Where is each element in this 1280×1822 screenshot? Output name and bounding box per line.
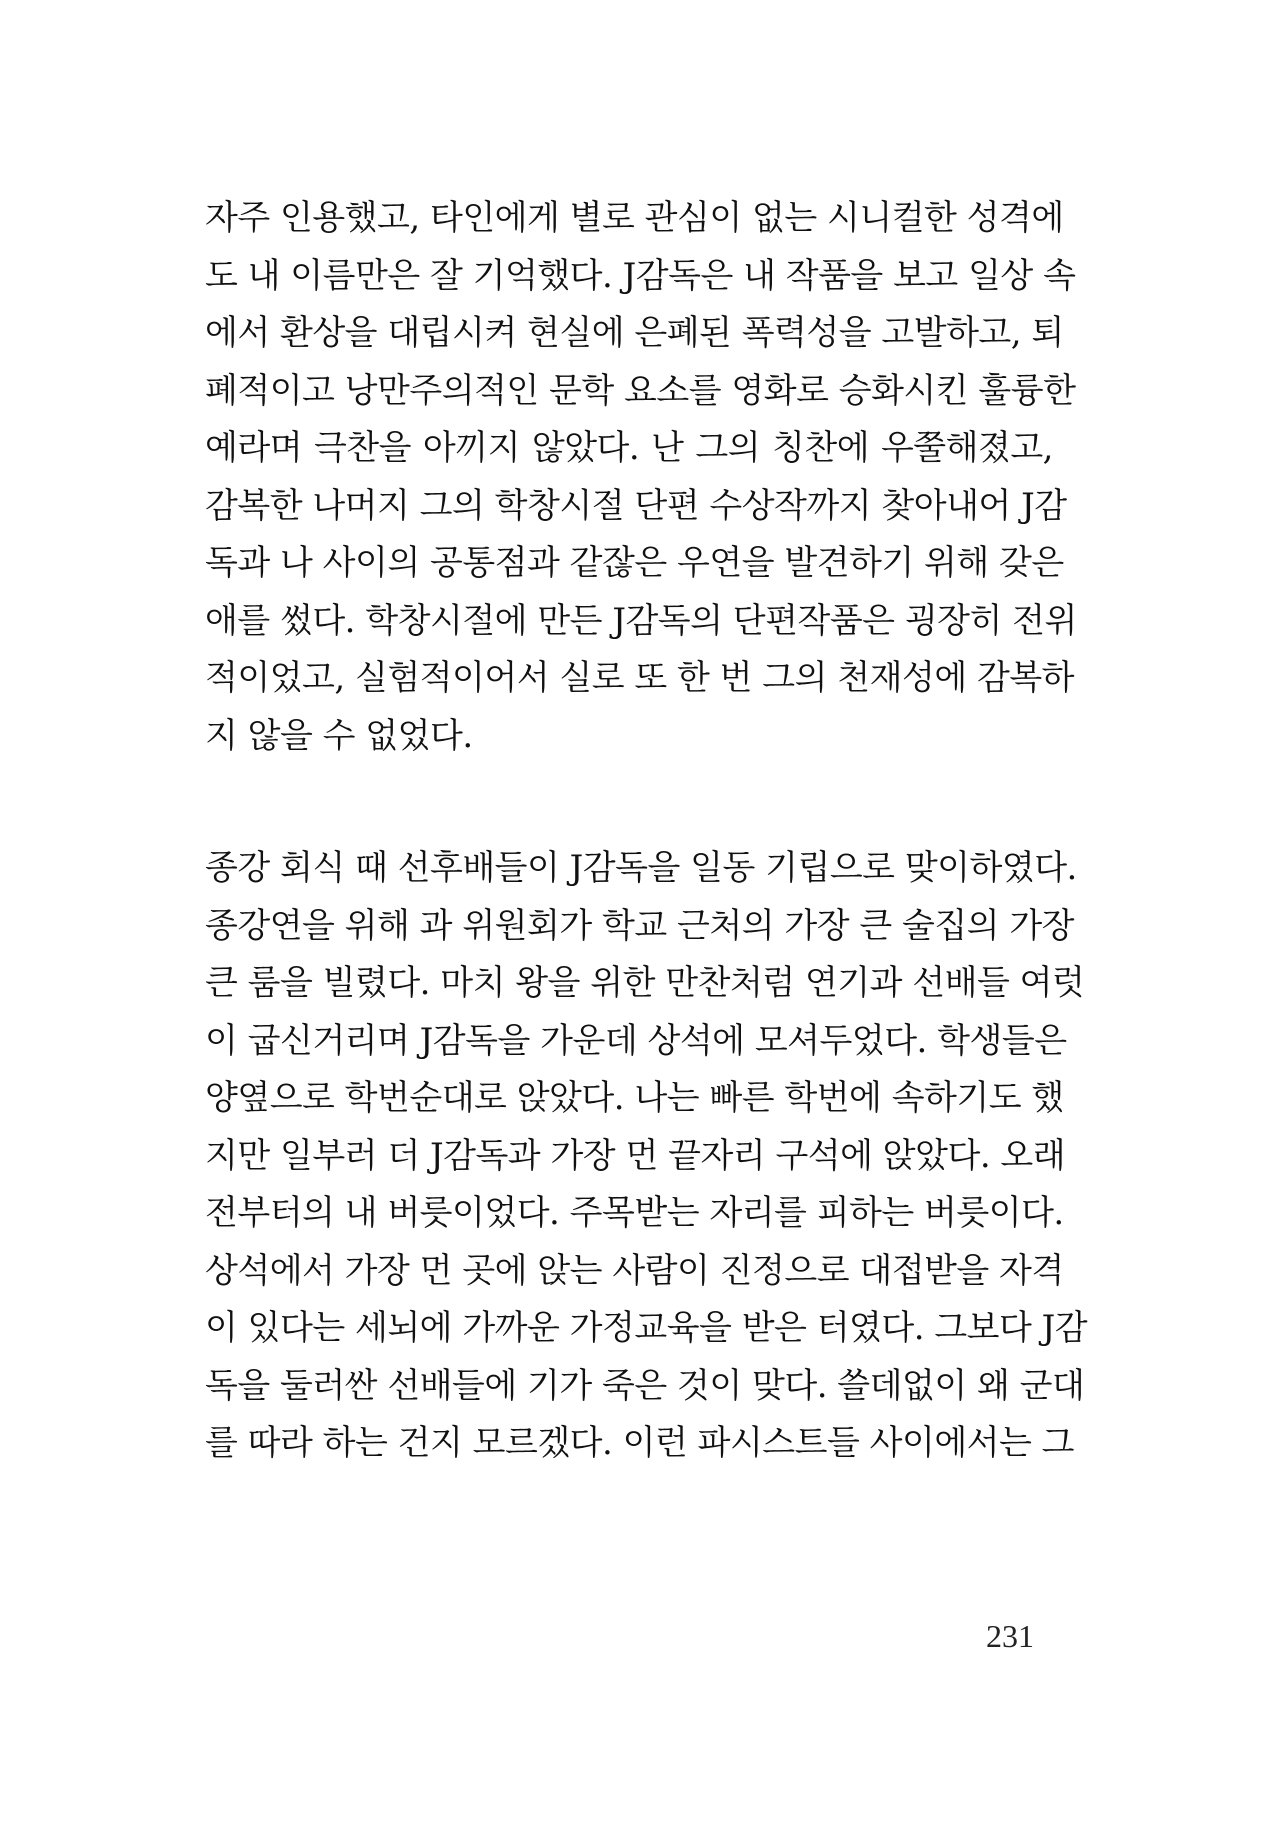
text-line: 를 따라 하는 건지 모르겠다. 이런 파시스트들 사이에서는 그 xyxy=(205,1423,1075,1463)
text-line: 종강연을 위해 과 위원회가 학교 근처의 가장 큰 술집의 가장 xyxy=(205,905,1075,946)
page-number: 231 xyxy=(986,1618,1034,1654)
text-line: 상석에서 가장 먼 곳에 앉는 사람이 진정으로 대접받을 자격 xyxy=(205,1250,1064,1291)
text-line: 자주 인용했고, 타인에게 별로 관심이 없는 시니컬한 성격에 xyxy=(205,198,1064,238)
text-line: 감복한 나머지 그의 학창시절 단편 수상작까지 찾아내어 J감 xyxy=(205,485,1067,526)
text-line: 독을 둘러싼 선배들에 기가 죽은 것이 맞다. 쓸데없이 왜 군대 xyxy=(205,1365,1085,1406)
text-line: 적이었고, 실험적이어서 실로 또 한 번 그의 천재성에 감복하 xyxy=(205,658,1075,698)
text-line: 종강 회식 때 선후배들이 J감독을 일동 기립으로 맞이하였다. xyxy=(205,848,1077,888)
text-line: 독과 나 사이의 공통점과 같잖은 우연을 발견하기 위해 갖은 xyxy=(205,543,1064,583)
text-line: 이 굽신거리며 J감독을 가운데 상석에 모셔두었다. 학생들은 xyxy=(205,1020,1067,1061)
text-line: 큰 룸을 빌렸다. 마치 왕을 위한 만찬처럼 연기과 선배들 여럿 xyxy=(205,963,1085,1003)
text-line: 이 있다는 세뇌에 가까운 가정교육을 받은 터였다. 그보다 J감 xyxy=(205,1308,1088,1348)
text-line: 지만 일부러 더 J감독과 가장 먼 끝자리 구석에 앉았다. 오래 xyxy=(205,1135,1066,1176)
text-line: 도 내 이름만은 잘 기억했다. J감독은 내 작품을 보고 일상 속 xyxy=(205,255,1076,296)
text-line: 폐적이고 낭만주의적인 문학 요소를 영화로 승화시킨 훌륭한 xyxy=(205,370,1076,411)
paragraph-2 xyxy=(205,840,1088,1473)
text-line: 지 않을 수 없었다. xyxy=(205,715,473,756)
text-line: 양옆으로 학번순대로 앉았다. 나는 빠른 학번에 속하기도 했 xyxy=(205,1078,1064,1118)
text-line: 전부터의 내 버릇이었다. 주목받는 자리를 피하는 버릇이다. xyxy=(205,1193,1064,1233)
paragraph-1 xyxy=(205,190,1077,765)
text-line: 애를 썼다. 학창시절에 만든 J감독의 단편작품은 굉장히 전위 xyxy=(205,600,1077,641)
text-line: 에서 환상을 대립시켜 현실에 은폐된 폭력성을 고발하고, 퇴 xyxy=(205,313,1064,353)
text-line: 예라며 극찬을 아끼지 않았다. 난 그의 칭찬에 우쭐해졌고, xyxy=(205,428,1053,468)
